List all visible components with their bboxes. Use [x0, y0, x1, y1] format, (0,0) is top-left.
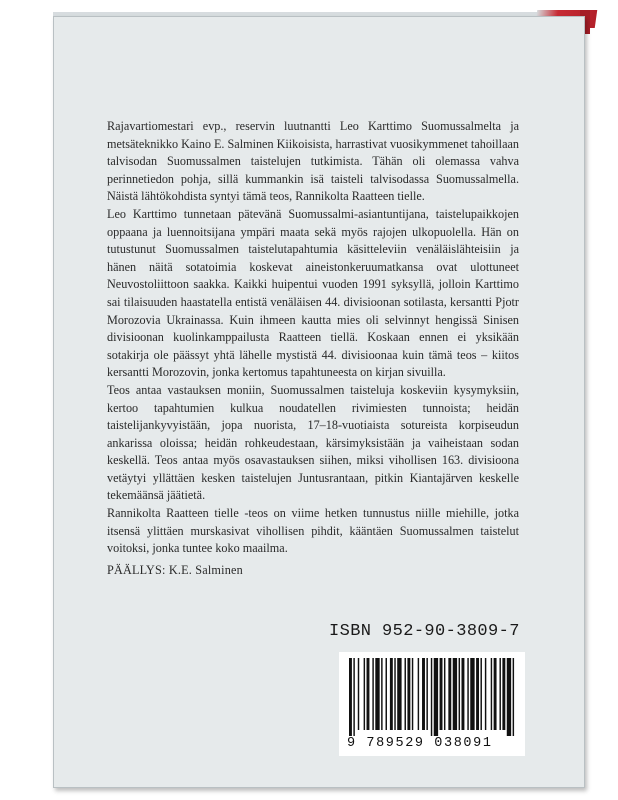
- blurb-paragraph-2: Leo Karttimo tunnetaan pätevänä Suomussalmi-asiantuntijana, taistelupaikkojen oppaana ja luennoitsijana ympäri maata sekä myös rajojen ulkopuolella. Hän on tutustunut Suomussalmen taistelutapahtumia käsitteleviin venäläislähteisiin ja hänen näitä sotatoimia koskevat aineistonkeruumatkansa ovat ulottuneet Neuvostoliittoon saakka. Kaikki huipentui vuoden 1991 syksyllä, jolloin Karttimo sai tilaisuuden haastatella entistä venäläisen 44. divisioonan sotilasta, kersantti Pjotr Morozovia Ukrainassa. Kuin ihmeen kautta mies oli selvinnyt hengissä Sinisen divisioonan kuolinkamppailusta Raatteen tiellä. Koskaan ennen ei yksikään sotakirja ole päässyt yhtä lähelle mystistä 44. divisioonaa kuin tämä teos – kiitos kersantti Morozovin, jonka kertomus tapahtuneesta on kirjan sivuilla.: [107, 206, 519, 380]
- barcode-area: [339, 652, 525, 756]
- isbn-label: ISBN 952-90-3809-7: [329, 622, 520, 641]
- blurb-paragraph-4: Rannikolta Raatteen tielle -teos on viime hetken tunnustus niille miehille, jotka itsensä ylittäen murskasivat vihollisen pihdit, kääntäen Suomussalmen taistelut voitoksi, jonka tuntee koko maailma.: [107, 506, 519, 556]
- barcode-digits: 9 789529 038091: [347, 736, 493, 751]
- blurb-paragraph-3: Teos antaa vastauksen moniin, Suomussalmen taisteluja koskeviin kysymyksiin, kertoo tapahtumien kulkua noudatellen rivimiesten tunnoista; heidän taistelijankyvyistään, jopa nuorista, 17–18-vuotiaista sotureista korpiseudun ankarissa oloissa; heidän rohkeudestaan, kärsimyksistään ja vaiheistaan sodan keskellä. Teos antaa myös osavastauksen siihen, miksi vihollisen 163. divisioona vetäytyi yllättäen kesken taistelujen Juntusrantaan, pitkin Kiantajärven keskelle tekemäänsä jäätietä.: [107, 382, 519, 503]
- cover-credit: PÄÄLLYS: K.E. Salminen: [107, 563, 243, 577]
- back-cover-blurb: [107, 118, 519, 558]
- blurb-paragraph-1: Rajavartiomestari evp., reservin luutnantti Leo Karttimo Suomussalmelta ja metsäteknikko Kaino E. Salminen Kiikoisista, harrastivat vuosikymmenet tahoillaan talvisodan Suomussalmen taistelujen tutkimista. Tähän oli olemassa vahva perinnetiedon pohja, sillä kummankin isä taisteli talvisodassa Suomussalmella. Näistä lähtökohdista syntyi tämä teos, Rannikolta Raatteen tielle.: [107, 119, 519, 204]
- barcode-icon: [349, 658, 517, 736]
